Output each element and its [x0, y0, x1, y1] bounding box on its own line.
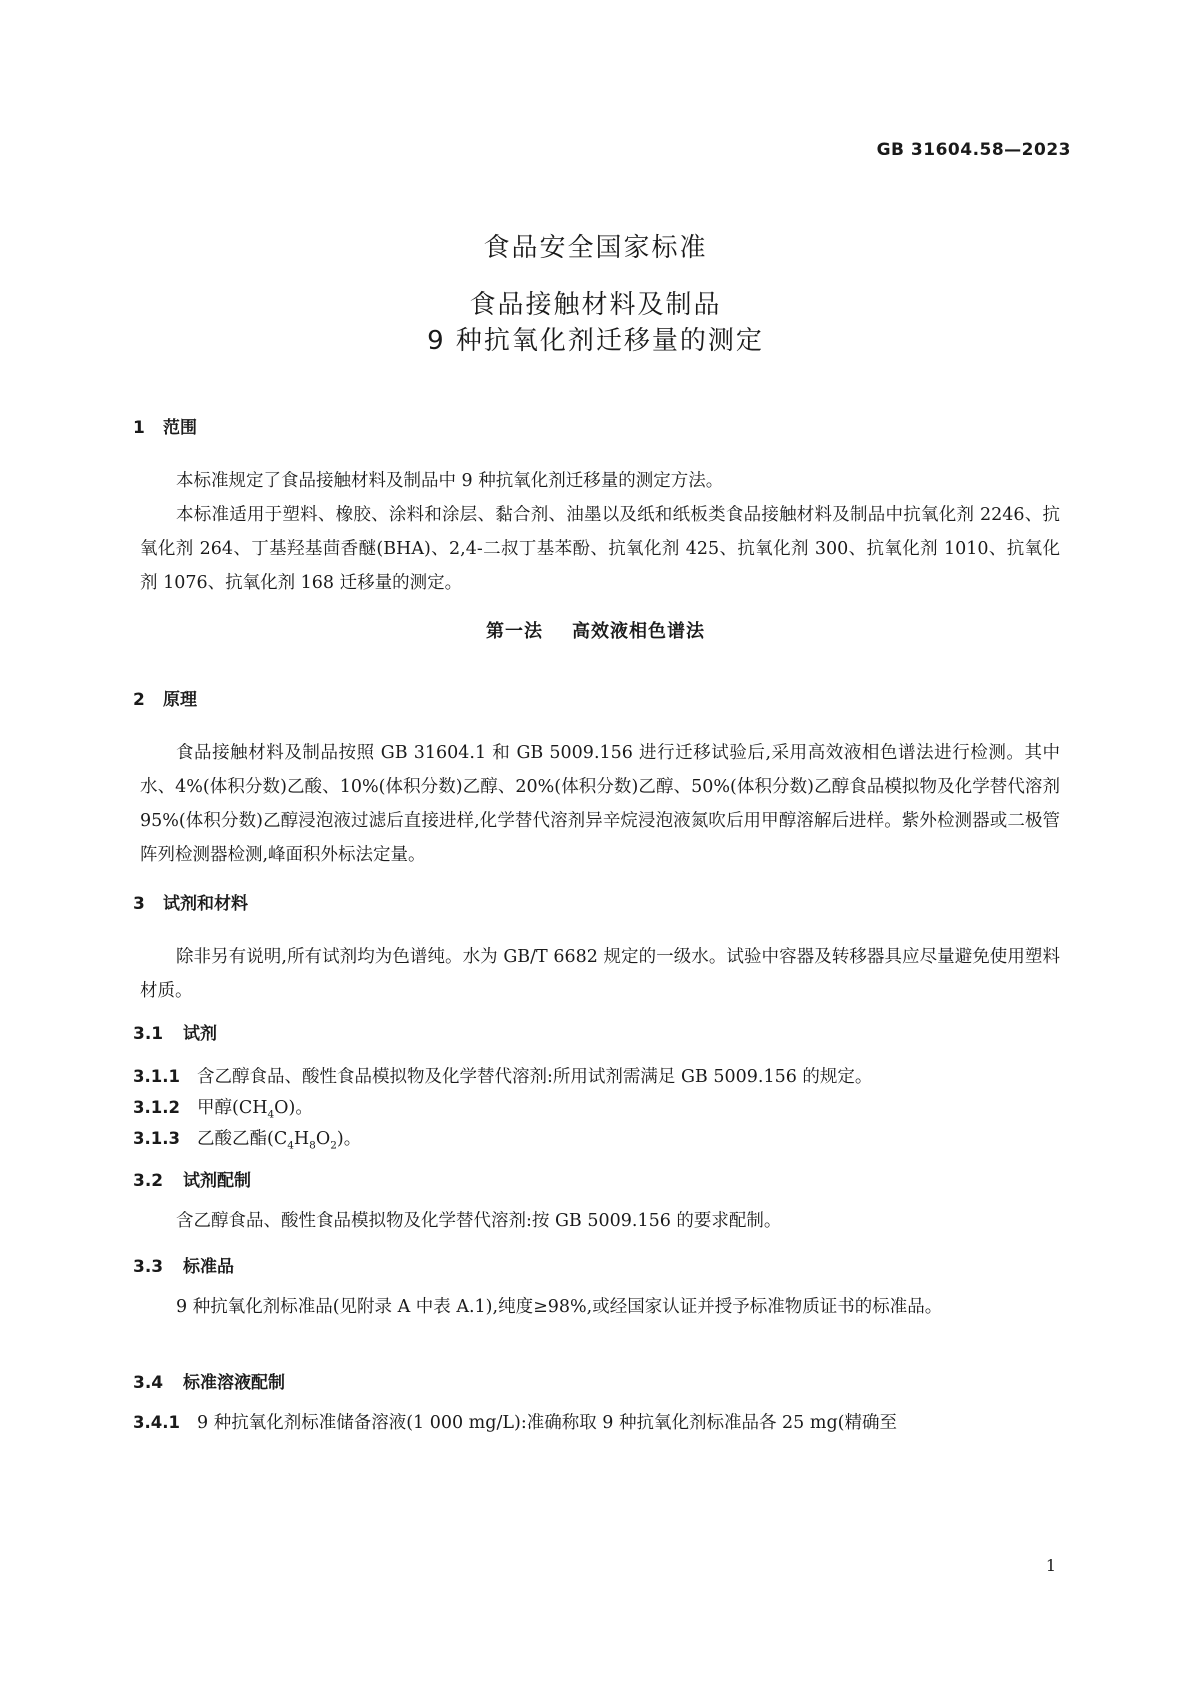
section-3-heading [133, 889, 248, 914]
item-number: 3.4.1 [133, 1413, 180, 1432]
section-3-2-heading [133, 1166, 251, 1191]
item-text: 9 种抗氧化剂标准储备溶液(1 000 mg/L):准确称取 9 种抗氧化剂标准品各 25 mg(精确至 [197, 1413, 897, 1433]
section-number: 3.3 [133, 1257, 164, 1277]
item-number: 3.1.1 [133, 1067, 180, 1086]
section-title: 标准品 [183, 1257, 234, 1277]
page-number: 1 [1045, 1556, 1056, 1575]
section-1-paragraph-1: 本标准规定了食品接触材料及制品中 9 种抗氧化剂迁移量的测定方法。 [176, 471, 724, 491]
section-2-heading [133, 685, 197, 710]
item-3-1-3 [133, 1122, 1053, 1163]
section-title: 试剂配制 [183, 1171, 251, 1191]
item-number: 3.1.3 [133, 1129, 180, 1148]
section-3-4-heading [133, 1368, 285, 1393]
section-number: 3.2 [133, 1171, 164, 1191]
method-name: 高效液相色谱法 [572, 621, 706, 642]
item-text: 甲醇$(CH_4O)$。 [197, 1098, 313, 1121]
standard-number: GB 31604.58—2023 [876, 140, 1071, 160]
section-number: 3.4 [133, 1373, 164, 1393]
section-number: 3 [133, 894, 145, 914]
section-3-3-paragraph: 9 种抗氧化剂标准品(见附录 A 中表 A.1),纯度≥98%,或经国家认证并授予标准物质证书的标准品。 [176, 1297, 943, 1317]
section-2-paragraph: 食品接触材料及制品按照 GB 31604.1 和 GB 5009.156 进行迁移试验后,采用高效液相色谱法进行检测。其中水、4%(体积分数)乙酸、10%(体积分数)乙醇、20%(体积分数)乙醇、50%(体积分数)乙醇食品模拟物及化学替代溶剂 95%(体积分数)乙醇浸泡液过滤后直接进样,化学替代溶剂异辛烷浸泡液氮吹后用甲醇溶解后进样。紫外检测器或二极管阵列检测器检测,峰面积外标法定量。 [140, 743, 1060, 865]
section-1-paragraph-2: 本标准适用于塑料、橡胶、涂料和涂层、黏合剂、油墨以及纸和纸板类食品接触材料及制品中抗氧化剂 2246、抗氧化剂 264、丁基羟基茴香醚(BHA)、2,4-二叔丁基苯酚、抗氧化剂 425、抗氧化剂 300、抗氧化剂 1010、抗氧化剂 1076、抗氧化剂 168 迁移量的测定。 [140, 505, 1060, 593]
document-title: 食品安全国家标准 [483, 233, 708, 263]
method-heading [0, 617, 1191, 643]
item-number: 3.1.2 [133, 1098, 180, 1117]
section-1-heading [133, 413, 197, 438]
section-3-3-heading [133, 1252, 234, 1277]
section-title: 标准溶液配制 [183, 1373, 285, 1393]
item-text: 含乙醇食品、酸性食品模拟物及化学替代溶剂:所用试剂需满足 GB 5009.156 的规定。 [197, 1067, 873, 1087]
section-number: 2 [133, 690, 145, 710]
section-3-1-heading [133, 1019, 217, 1044]
section-title: 试剂和材料 [163, 894, 248, 914]
document-subtitle-2: 9 种抗氧化剂迁移量的测定 [427, 326, 764, 356]
section-number: 3.1 [133, 1024, 164, 1044]
section-number: 1 [133, 418, 145, 438]
section-3-paragraph: 除非另有说明,所有试剂均为色谱纯。水为 GB/T 6682 规定的一级水。试验中容器及转移器具应尽量避免使用塑料材质。 [140, 947, 1060, 1001]
item-3-4-1 [133, 1406, 1060, 1440]
section-3-2-paragraph: 含乙醇食品、酸性食品模拟物及化学替代溶剂:按 GB 5009.156 的要求配制。 [176, 1211, 782, 1231]
method-label: 第一法 [485, 621, 543, 642]
document-subtitle-1: 食品接触材料及制品 [469, 290, 722, 320]
item-text: 乙酸乙酯$(C_4H_8O_2)$。 [197, 1129, 362, 1152]
section-title: 试剂 [183, 1024, 217, 1044]
item-3-1-1 [133, 1060, 1053, 1094]
section-title: 原理 [163, 690, 197, 710]
section-title: 范围 [163, 418, 197, 438]
